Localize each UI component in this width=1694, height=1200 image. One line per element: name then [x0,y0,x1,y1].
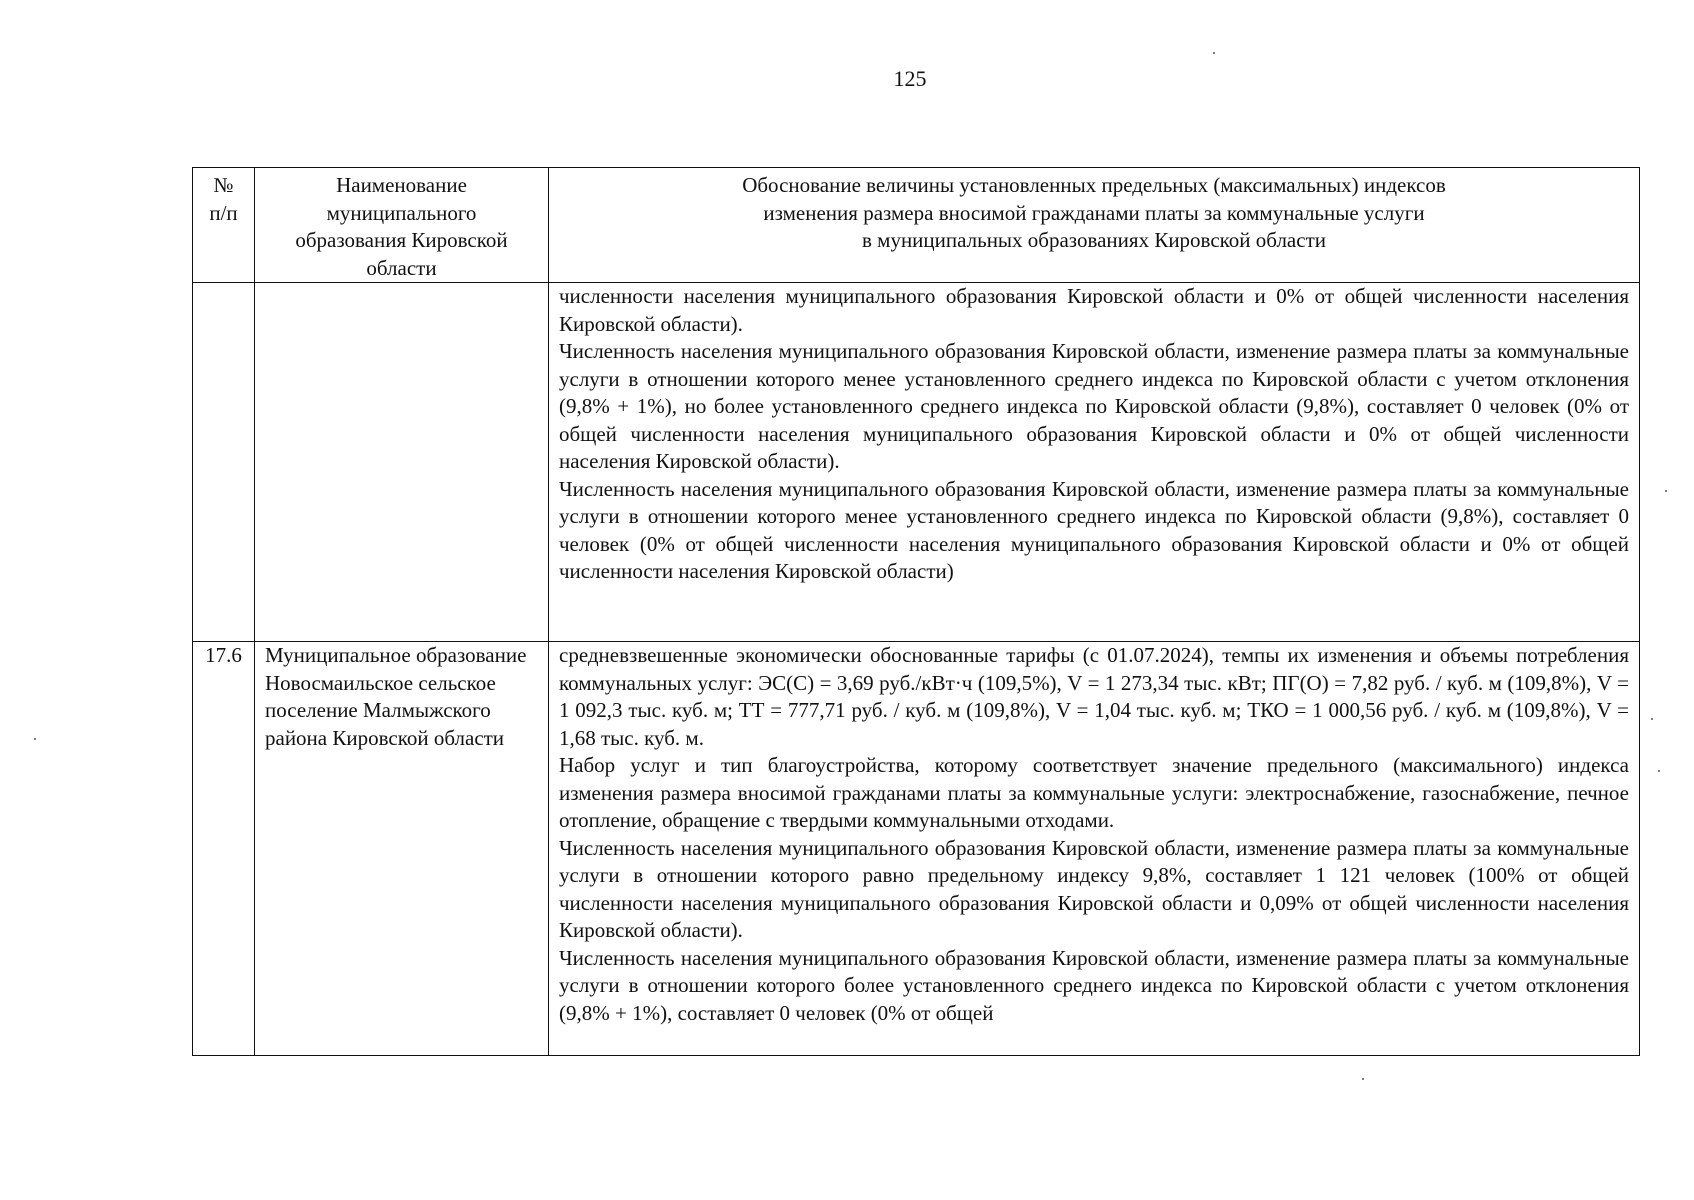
tariff-index-table [192,167,1640,1056]
header-basis [549,168,1640,283]
basis-paragraph: Численность населения муниципального образования Кировской области, изменение размера платы за коммунальные услуги в отношении которого менее установленного среднего индекса по Кировской области с учетом отклонения (9,8% + 1%), но более установленного среднего индекса по Кировской области (9,8%), составляет 0 человек (0% от общей численности населения муниципального образования Кировской области и 0% от общей численности населения Кировской области). [559,339,1629,473]
basis-paragraph: Набор услуг и тип благоустройства, которому соответствует значение предельного (максимального) индекса изменения размера вносимой гражданами платы за коммунальные услуги: электроснабжение, газоснабжение, печное отопление, обращение с твердыми коммунальными отходами. [559,753,1629,832]
basis-paragraph: Численность населения муниципального образования Кировской области, изменение размера платы за коммунальные услуги в отношении которого более установленного среднего индекса по Кировской области с учетом отклонения (9,8% + 1%), составляет 0 человек (0% от общей [559,945,1629,1025]
scan-speck [1651,718,1653,720]
row-number-cell: 17.6 [193,642,255,1056]
basis-paragraph: Численность населения муниципального образования Кировской области, изменение размера платы за коммунальные услуги в отношении которого менее установленного среднего индекса по Кировской области (9,8%), составляет 0 человек (0% от общей численности населения муниципального образования Кировской области и 0% от общей численности населения Кировской области) [559,476,1629,583]
header-basis-line: изменения размера вносимой гражданами платы за коммунальные услуги [763,200,1425,225]
scan-speck [34,738,36,740]
header-municipality-name [255,168,549,283]
table-row [193,283,1640,642]
row-number-cell [193,283,255,642]
scan-speck [1362,1078,1364,1080]
scan-speck [1658,770,1660,772]
table-header-row [193,168,1640,283]
table-row [193,642,1640,1056]
header-name-line: муниципального [326,200,477,225]
header-num-line: п/п [209,200,238,225]
header-name-line: Наименование [336,173,467,197]
row-basis-cell [549,283,1640,642]
row-basis-cell [549,642,1640,1056]
basis-paragraph: Численность населения муниципального образования Кировской области, изменение размера платы за коммунальные услуги в отношении которого равно предельному индексу 9,8%, составляет 1 121 человек (100% от общей численности населения муниципального образования Кировской области и 0,09% от общей численности населения Кировской области). [559,835,1629,942]
page-number: 125 [893,66,927,91]
scan-speck [1213,52,1215,54]
header-num [193,168,255,283]
row-name-cell [255,283,549,642]
basis-paragraph: средневзвешенные экономически обоснованные тарифы (с 01.07.2024), темпы их изменения и объемы потребления коммунальных услуг: ЭС(С) = 3,69 руб./кВт·ч (109,5%), V = 1 273,34 тыс. кВт; ПГ(О) = 7,82 руб. / куб. м (109,8%), V = 1 092,3 тыс. куб. м; ТТ = 777,71 руб. / куб. м (109,8%), V = 1,04 тыс. куб. м; ТКО = 1 000,56 руб. / куб. м (109,8%), V = 1,68 тыс. куб. м. [559,643,1629,750]
basis-text-clip [559,642,1629,1055]
header-name-line: образования Кировской [295,228,508,252]
header-name-line: области [366,255,437,280]
header-basis-line: Обоснование величины установленных предельных (максимальных) индексов [742,173,1446,197]
row-name-cell: Муниципальное образование Новосмаильское сельское поселение Малмыжского района Кировской области [255,642,549,1056]
scan-speck [1665,490,1667,492]
basis-paragraph: численности населения муниципального образования Кировской области и 0% от общей численности населения Кировской области). [559,284,1629,336]
header-basis-line: в муниципальных образованиях Кировской области [861,228,1326,252]
header-num-line: № [213,173,234,197]
